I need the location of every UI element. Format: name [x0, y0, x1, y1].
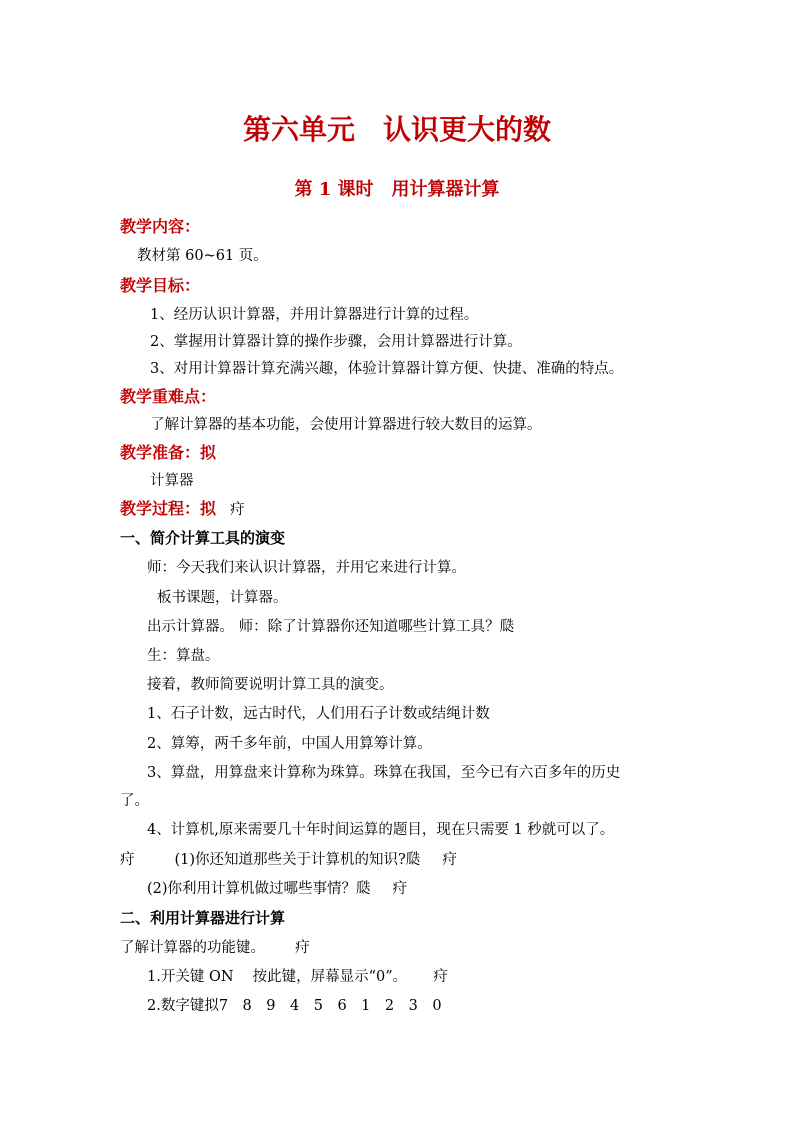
goal-item-2: 2、掌握用计算器计算的操作步骤，会用计算器进行计算。 [150, 334, 522, 350]
goals-label: 教学目标： [120, 276, 201, 295]
part1-question-2 [147, 879, 407, 899]
process-label [120, 499, 245, 520]
q2-suffix: 疛 [392, 881, 408, 897]
part1-line-7: 2、算筹，两千多年前，中国人用算筹计算。 [147, 736, 432, 752]
content-text: 教材第 60~61 页。 [137, 248, 268, 264]
part1-line-1: 师：今天我们来认识计算器，并用它来进行计算。 [147, 560, 466, 576]
process-mark: 拟 [200, 499, 217, 518]
part1-line-10: 4、计算机,原来需要几十年时间运算的题目，现在只需要 1 秒就可以了。 [147, 822, 615, 838]
part1-line-2: 板书课题，计算器。 [157, 590, 288, 606]
part1-line-9: 了。 [120, 793, 149, 809]
part1-line-4: 生：算盘。 [147, 648, 220, 664]
part1-heading: 一、简介计算工具的演变 [120, 529, 286, 547]
part2-intro-suffix: 疛 [295, 940, 310, 956]
part2-intro [120, 938, 310, 958]
part2-heading: 二、利用计算器进行计算 [120, 909, 286, 927]
key-points-label: 教学重难点： [120, 387, 217, 406]
part1-line-3: 出示计算器。 师：除了计算器你还知道哪些计算工具？瓞 [147, 619, 515, 635]
q1-text: (1)你还知道那些关于计算机的知识?瓞 [174, 852, 421, 868]
content-label: 教学内容： [120, 217, 201, 236]
part2-keys-1 [147, 967, 448, 987]
q2-text: (2)你利用计算机做过哪些事情？瓞 [147, 881, 371, 897]
process-mark2: 疛 [230, 502, 245, 518]
prep-label-text: 教学准备： [120, 443, 201, 462]
part2-keys-2: 2.数字键拟7 8 9 4 5 6 1 2 3 0 [147, 998, 442, 1014]
prep-label [120, 443, 216, 463]
q1-prefix: 疛 [120, 852, 135, 868]
keys1-suffix: 疛 [433, 969, 448, 985]
keys1-text: 1.开关键 ON 按此键，屏幕显示“0”。 [147, 969, 408, 985]
part1-line-8: 3、算盘，用算盘来计算称为珠算。珠算在我国，至今已有六百多年的历史 [147, 765, 621, 781]
part2-intro-text: 了解计算器的功能键。 [120, 940, 265, 956]
lesson-subtitle: 第 1 课时 用计算器计算 [294, 179, 500, 200]
part1-line-6: 1、石子计数，远古时代，人们用石子计数或结绳计数 [147, 706, 490, 722]
key-points-text: 了解计算器的基本功能，会使用计算器进行较大数目的运算。 [150, 417, 542, 433]
goal-item-1: 1、经历认识计算器，并用计算器进行计算的过程。 [150, 307, 479, 323]
prep-text: 计算器 [150, 473, 194, 489]
goal-item-3: 3、对用计算器计算充满兴趣，体验计算器计算方便、快捷、准确的特点。 [150, 361, 624, 377]
q1-suffix: 疛 [442, 852, 457, 868]
unit-title: 第六单元 认识更大的数 [242, 113, 551, 146]
part1-question-1 [120, 850, 457, 870]
prep-mark: 拟 [200, 443, 217, 462]
part1-line-5: 接着，教师简要说明计算工具的演变。 [147, 677, 394, 693]
process-label-text: 教学过程： [120, 499, 201, 518]
